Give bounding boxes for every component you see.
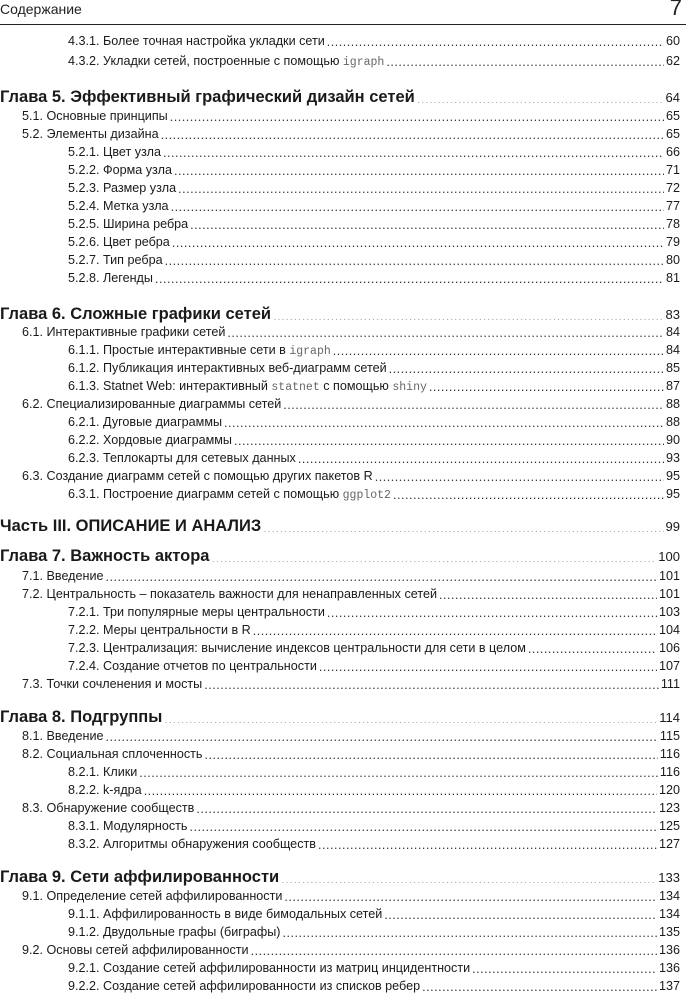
toc-page-number: 100 <box>658 549 680 564</box>
toc-page-number: 71 <box>665 163 680 177</box>
toc-chapter <box>0 516 680 538</box>
toc-entry-title <box>0 270 153 286</box>
toc-page-number: 62 <box>665 54 680 68</box>
toc-page-number: 106 <box>658 641 680 655</box>
dot-leader <box>386 54 664 67</box>
toc-page-number: 81 <box>665 271 680 285</box>
toc-subsection <box>0 818 680 836</box>
toc-subsection <box>0 360 680 378</box>
toc-entry-text: 9.2.1. Создание сетей аффилированности из матриц инцидентности <box>68 961 471 975</box>
toc-page-number: 78 <box>665 217 680 231</box>
dot-leader <box>164 710 657 723</box>
toc-subsection <box>0 342 680 360</box>
toc-subsection <box>0 906 680 924</box>
dot-leader <box>263 519 663 532</box>
toc-entry-title <box>0 746 202 762</box>
toc-entry-code: igraph <box>342 56 385 69</box>
toc-page-number: 114 <box>659 710 680 725</box>
toc-entry-text: Часть III. ОПИСАНИЕ И АНАЛИЗ <box>0 517 262 535</box>
toc-page-number: 85 <box>665 361 680 375</box>
dot-leader <box>284 889 657 902</box>
toc-entry-text: 5.2.6. Цвет ребра <box>68 235 170 249</box>
toc-subsection <box>0 53 680 71</box>
dot-leader <box>333 343 664 356</box>
toc-entry-text: 6.2.2. Хордовые диаграммы <box>68 433 232 447</box>
toc-page-number: 135 <box>658 925 680 939</box>
toc-page-number: 123 <box>658 801 680 815</box>
toc-chapter <box>0 304 680 326</box>
dot-leader <box>251 943 657 956</box>
toc-section <box>0 746 680 764</box>
toc-entry-title <box>0 396 281 412</box>
toc-subsection <box>0 640 680 658</box>
toc-entry-text: 5.2.5. Ширина ребра <box>68 217 189 231</box>
toc-entry-text: 5.2.4. Метка узла <box>68 199 169 213</box>
toc-entry-title <box>0 108 168 124</box>
toc-page-number: 84 <box>665 343 680 357</box>
toc-subsection <box>0 450 680 468</box>
toc-subsection <box>0 33 680 51</box>
toc-subsection <box>0 432 680 450</box>
toc-page-number: 120 <box>658 783 680 797</box>
toc-page-number: 79 <box>665 235 680 249</box>
toc-entry-code: statnet <box>271 381 320 394</box>
dot-leader <box>224 415 664 428</box>
toc-entry-title <box>0 378 427 396</box>
toc-entry-title <box>0 568 104 584</box>
toc-page-number: 99 <box>665 519 680 534</box>
toc-page-number: 133 <box>658 870 680 885</box>
toc-entry-text: Глава 7. Важность актора <box>0 547 210 565</box>
toc-page-number: 64 <box>665 90 680 105</box>
toc-entry-text: 9.1.1. Аффилированность в виде бимодальных сетей <box>68 907 383 921</box>
toc-subsection <box>0 180 680 198</box>
toc-entry-text: Глава 6. Сложные графики сетей <box>0 305 272 323</box>
dot-leader <box>298 451 664 464</box>
toc-section <box>0 888 680 906</box>
toc-entry-text: 5.2.7. Тип ребра <box>68 253 163 267</box>
toc-page-number: 80 <box>665 253 680 267</box>
toc-entry-text: 7.2. Центральность – показатель важности для ненаправленных сетей <box>22 587 438 601</box>
toc-subsection <box>0 198 680 216</box>
toc-page-number: 115 <box>659 729 680 743</box>
toc-entry-text: 6.1.3. Statnet Web: интерактивный <box>68 379 272 393</box>
toc-entry-text: 7.2.2. Меры центральности в R <box>68 623 251 637</box>
toc-page-number: 137 <box>658 979 680 993</box>
toc-chapter <box>0 546 680 568</box>
toc-entry-text: 5.2. Элементы дизайна <box>22 127 159 141</box>
toc-entry-title <box>0 782 142 798</box>
toc-entry-title <box>0 450 296 466</box>
toc-entry-text: 9.2.2. Создание сетей аффилированности из списков ребер <box>68 979 421 993</box>
dot-leader <box>327 605 657 618</box>
toc-entry-title <box>0 304 271 324</box>
toc-page-number: 116 <box>659 765 680 779</box>
dot-leader <box>163 145 664 158</box>
toc-page-number: 65 <box>665 127 680 141</box>
toc-entry-title <box>0 216 188 232</box>
toc-page-number: 88 <box>665 397 680 411</box>
toc-entry-title <box>0 324 225 340</box>
toc-page-number: 136 <box>658 943 680 957</box>
toc-entry-title <box>0 622 251 638</box>
toc-entry-text: Глава 5. Эффективный графический дизайн сетей <box>0 88 415 106</box>
toc-chapter <box>0 707 680 729</box>
toc-page-number: 104 <box>658 623 680 637</box>
toc-entry-title <box>0 924 281 940</box>
toc-entry-text: Глава 9. Сети аффилированности <box>0 868 280 886</box>
toc-entry-text: 6.1.1. Простые интерактивные сети в <box>68 343 290 357</box>
dot-leader <box>375 469 664 482</box>
toc-page-number: 101 <box>658 587 680 601</box>
toc-subsection <box>0 270 680 288</box>
dot-leader <box>170 109 664 122</box>
toc-entry-text: 5.2.2. Форма узла <box>68 163 173 177</box>
toc-entry-text: 6.1. Интерактивные графики сетей <box>22 325 226 339</box>
toc-entry-text: Глава 8. Подгруппы <box>0 708 163 726</box>
dot-leader <box>472 961 657 974</box>
dot-leader <box>422 979 657 992</box>
toc-page-number: 72 <box>665 181 680 195</box>
toc-section <box>0 728 680 746</box>
toc-page-number: 134 <box>658 889 680 903</box>
dot-leader <box>155 271 664 284</box>
toc-subsection <box>0 764 680 782</box>
toc-entry-text: 6.3.1. Построение диаграмм сетей с помощью <box>68 487 343 501</box>
toc-section <box>0 676 680 694</box>
toc-entry-title <box>0 764 137 780</box>
dot-leader <box>253 623 657 636</box>
toc-entry-title <box>0 414 222 430</box>
dot-leader <box>139 765 658 778</box>
toc-section <box>0 396 680 414</box>
toc-subsection <box>0 836 680 854</box>
toc-entry-title <box>0 960 470 976</box>
toc-entry-text: 8.3. Обнаружение сообществ <box>22 801 195 815</box>
dot-leader <box>327 34 664 47</box>
toc-page-number: 134 <box>658 907 680 921</box>
dot-leader <box>417 90 664 103</box>
toc-section <box>0 586 680 604</box>
toc-entry-text: 5.2.3. Размер узла <box>68 181 177 195</box>
toc-entry-code: igraph <box>289 345 331 358</box>
toc-entry-title <box>0 33 325 49</box>
toc-entry-title <box>0 978 420 994</box>
toc-entry-title <box>0 800 194 816</box>
dot-leader <box>318 837 657 850</box>
toc-entry-code: ggplot2 <box>342 489 391 502</box>
toc-entry-title <box>0 234 170 250</box>
dot-leader <box>204 747 657 760</box>
toc-entry-title <box>0 468 373 484</box>
toc-subsection <box>0 414 680 432</box>
toc-subsection <box>0 978 680 996</box>
dot-leader <box>106 729 658 742</box>
dot-leader <box>190 819 657 832</box>
toc-entry-title <box>0 432 232 448</box>
toc-entry-text: 7.2.4. Создание отчетов по центральности <box>68 659 317 673</box>
dot-leader <box>234 433 664 446</box>
toc-entry-title <box>0 198 169 214</box>
toc-subsection <box>0 924 680 942</box>
toc-entry-title <box>0 360 387 376</box>
dot-leader <box>161 127 664 140</box>
dot-leader <box>439 587 657 600</box>
toc-entry-title <box>0 640 526 656</box>
dot-leader <box>174 163 664 176</box>
toc-chapter <box>0 87 680 109</box>
toc-entry-text: 7.2.3. Централизация: вычисление индексов центральности для сети в целом <box>68 641 526 655</box>
toc-entry-title <box>0 906 382 922</box>
toc-entry-title <box>0 342 331 360</box>
toc-entry-text: 6.2.3. Теплокарты для сетевых данных <box>68 451 296 465</box>
toc-entry-text: 6.2. Специализированные диаграммы сетей <box>22 397 282 411</box>
toc-page-number: 125 <box>658 819 680 833</box>
toc-entry-code: shiny <box>392 381 427 394</box>
dot-leader <box>190 217 664 230</box>
toc-entry-title <box>0 162 172 178</box>
toc-entry-title <box>0 546 209 566</box>
toc-entry-text: 8.3.1. Модулярность <box>68 819 188 833</box>
toc-entry-text: 6.2.1. Дуговые диаграммы <box>68 415 223 429</box>
toc-subsection <box>0 234 680 252</box>
toc-chapter <box>0 867 680 889</box>
toc-subsection <box>0 960 680 978</box>
toc-entry-text: 8.3.2. Алгоритмы обнаружения сообществ <box>68 837 316 851</box>
toc-subsection <box>0 378 680 396</box>
dot-leader <box>281 870 656 883</box>
dot-leader <box>178 181 664 194</box>
dot-leader <box>171 199 664 212</box>
toc-entry-title <box>0 728 104 744</box>
toc-entry-title <box>0 53 384 71</box>
toc-section <box>0 126 680 144</box>
toc-page-number: 127 <box>658 837 680 851</box>
toc-entry-title <box>0 818 188 834</box>
toc-page-number: 136 <box>658 961 680 975</box>
toc-subsection <box>0 486 680 504</box>
toc-section <box>0 468 680 486</box>
toc-page-number: 116 <box>659 747 680 761</box>
toc-page-number: 87 <box>665 379 680 393</box>
dot-leader <box>389 361 664 374</box>
toc-page-number: 60 <box>665 34 680 48</box>
toc-page-number: 90 <box>665 433 680 447</box>
toc-subsection <box>0 144 680 162</box>
toc-entry-text: 8.2.2. k-ядра <box>68 783 142 797</box>
toc-section <box>0 942 680 960</box>
dot-leader <box>283 925 657 938</box>
toc-page-number: 107 <box>658 659 680 673</box>
dot-leader <box>528 641 657 654</box>
toc-entry-title <box>0 867 279 887</box>
toc-entry-text: 4.3.2. Укладки сетей, построенные с помощью <box>68 54 343 68</box>
toc-entry-text: 8.2.1. Клики <box>68 765 138 779</box>
dot-leader <box>273 307 664 320</box>
dot-leader <box>165 253 664 266</box>
toc-entry-text: 7.1. Введение <box>22 569 104 583</box>
toc-entry-title <box>0 604 325 620</box>
dot-leader <box>319 659 657 672</box>
dot-leader <box>429 379 664 392</box>
toc-subsection <box>0 162 680 180</box>
toc-entry-title <box>0 942 249 958</box>
toc-subsection <box>0 252 680 270</box>
toc-entry-title <box>0 707 162 727</box>
toc-entry-text: с помощью <box>319 379 393 393</box>
toc-entry-title <box>0 888 282 904</box>
toc-entry-title <box>0 486 391 504</box>
toc-entry-text: 5.2.1. Цвет узла <box>68 145 162 159</box>
toc-page-number: 83 <box>665 307 680 322</box>
dot-leader <box>393 487 664 500</box>
toc-page-number: 111 <box>660 677 680 691</box>
toc-entry-text: 9.1.2. Двудольные графы (биграфы) <box>68 925 281 939</box>
toc-entry-text: 5.2.8. Легенды <box>68 271 153 285</box>
dot-leader <box>204 677 659 690</box>
toc-entry-text: 8.2. Социальная сплоченность <box>22 747 203 761</box>
toc-entry-text: 9.2. Основы сетей аффилированности <box>22 943 249 957</box>
toc-page-number: 95 <box>665 487 680 501</box>
toc-section <box>0 324 680 342</box>
toc-subsection <box>0 622 680 640</box>
toc-page-number: 93 <box>665 451 680 465</box>
toc-entry-text: 4.3.1. Более точная настройка укладки сети <box>68 34 325 48</box>
toc-entry-title <box>0 180 176 196</box>
toc-entry-title <box>0 586 437 602</box>
dot-leader <box>384 907 657 920</box>
toc-page-number: 95 <box>665 469 680 483</box>
dot-leader <box>144 783 657 796</box>
toc-entry-title <box>0 87 415 107</box>
dot-leader <box>227 325 664 338</box>
toc-page-number: 101 <box>658 569 680 583</box>
toc-entry-title <box>0 836 316 852</box>
toc-page-number: 103 <box>658 605 680 619</box>
toc-entry-text: 6.3. Создание диаграмм сетей с помощью других пакетов R <box>22 469 373 483</box>
toc-entry-title <box>0 126 159 142</box>
toc-entry-text: 6.1.2. Публикация интерактивных веб-диаграмм сетей <box>68 361 387 375</box>
dot-leader <box>196 801 657 814</box>
toc-entry-text: 8.1. Введение <box>22 729 104 743</box>
toc-page-number: 84 <box>665 325 680 339</box>
dot-leader <box>283 397 664 410</box>
toc-subsection <box>0 782 680 800</box>
dot-leader <box>211 549 656 562</box>
toc-entry-title <box>0 676 202 692</box>
page-number: 7 <box>669 0 682 20</box>
toc-section <box>0 568 680 586</box>
dot-leader <box>106 569 657 582</box>
toc-page-number: 66 <box>665 145 680 159</box>
toc-entry-title <box>0 658 317 674</box>
toc-page-number: 88 <box>665 415 680 429</box>
toc-entry-title <box>0 144 161 160</box>
toc-entry-text: 9.1. Определение сетей аффилированности <box>22 889 283 903</box>
toc-subsection <box>0 604 680 622</box>
dot-leader <box>172 235 664 248</box>
toc-subsection <box>0 658 680 676</box>
toc-section <box>0 108 680 126</box>
toc-section <box>0 800 680 818</box>
toc-entry-title <box>0 516 261 536</box>
toc-subsection <box>0 216 680 234</box>
toc-entry-text: 7.3. Точки сочленения и мосты <box>22 677 203 691</box>
toc-page-number: 77 <box>665 199 680 213</box>
toc-entry-text: 5.1. Основные принципы <box>22 109 168 123</box>
toc-entry-title <box>0 252 163 268</box>
toc-entry-text: 7.2.1. Три популярные меры центральности <box>68 605 325 619</box>
running-header-title: Содержание <box>0 1 82 17</box>
toc-page-number: 65 <box>665 109 680 123</box>
